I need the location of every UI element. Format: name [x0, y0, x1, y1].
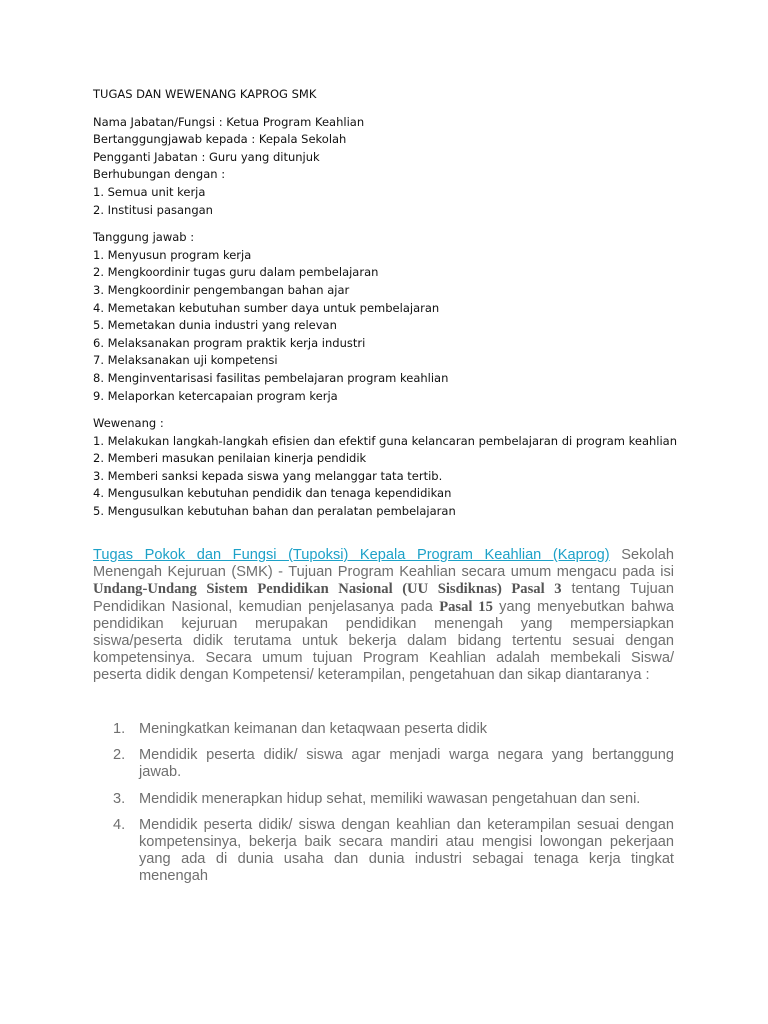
tanggung-jawab-item: 3. Mengkoordinir pengembangan bahan ajar: [93, 282, 350, 297]
tanggung-jawab-item: 7. Melaksanakan uji kompetensi: [93, 353, 278, 368]
wewenang-item: 3. Memberi sanksi kepada siswa yang melanggar tata tertib.: [93, 468, 443, 483]
tupoksi-link[interactable]: Tugas Pokok dan Fungsi (Tupoksi) Kepala Program Keahlian (Kaprog): [93, 547, 610, 563]
info-line: Bertanggungjawab kepada : Kepala Sekolah: [93, 132, 347, 147]
wewenang-block: [93, 415, 693, 521]
wewenang-item: 5. Mengusulkan kebutuhan bahan dan peralatan pembelajaran: [93, 504, 456, 519]
tanggung-jawab-block: [93, 229, 693, 405]
list-item-number: 2.: [113, 747, 126, 764]
list-item-number: 1.: [113, 721, 126, 737]
article-text: Sekolah Menengah Kejuruan (SMK) - Tujuan Program Keahlian secara umum mengacu pada isi: [93, 547, 674, 581]
tanggung-jawab-item: 8. Menginventarisasi fasilitas pembelajaran program keahlian: [93, 370, 449, 385]
tanggung-jawab-item: 4. Memetakan kebutuhan sumber daya untuk pembelajaran: [93, 300, 440, 315]
tanggung-jawab-item: 9. Melaporkan ketercapaian program kerja: [93, 388, 338, 403]
list-item-text: Mendidik menerapkan hidup sehat, memiliki wawasan pengetahuan dan seni.: [139, 790, 641, 807]
list-item: [113, 817, 674, 886]
tanggung-jawab-item: 1. Menyusun program kerja: [93, 247, 252, 262]
document-title: TUGAS DAN WEWENANG KAPROG SMK: [93, 87, 317, 101]
list-item-text: Mendidik peserta didik/ siswa agar menjadi warga negara yang bertanggung jawab.: [139, 747, 674, 781]
list-item: [113, 747, 674, 781]
info-line: 2. Institusi pasangan: [93, 202, 213, 217]
wewenang-item: 1. Melakukan langkah-langkah efisien dan efektif guna kelancaran pembelajaran di program keahlian: [93, 433, 678, 448]
pasal-15-reference: Pasal 15: [439, 598, 493, 615]
list-item-text: Mendidik peserta didik/ siswa dengan keahlian dan keterampilan sesuai dengan kompetensinya, bekerja baik secara mandiri atau mengisi lowongan pekerjaan yang ada di dunia usaha dan dunia industri sebagai tenaga kerja tingkat menengah: [139, 816, 674, 885]
list-item: [113, 721, 674, 738]
job-description-section: [93, 86, 693, 531]
article-text: yang menyebutkan bahwa pendidikan kejuruan merupakan pendidikan menengah yang mempersiapkan siswa/peserta didik terutama untuk bekerja dalam bidang tertentu sesuai dengan kompetensinya. Secara umum tujuan Program Keahlian adalah membekali Siswa/ peserta didik dengan Kompetensi/ keterampilan, pengetahuan dan sikap diantaranya :: [93, 598, 675, 684]
wewenang-heading: Wewenang :: [93, 416, 164, 431]
job-info-block: [93, 114, 693, 220]
list-item-number: 4.: [113, 816, 126, 833]
info-line: Nama Jabatan/Fungsi : Ketua Program Keahlian: [93, 114, 365, 129]
info-line: Pengganti Jabatan : Guru yang ditunjuk: [93, 149, 320, 164]
wewenang-item: 2. Memberi masukan penilaian kinerja pendidik: [93, 451, 367, 466]
tanggung-jawab-item: 2. Mengkoordinir tugas guru dalam pembelajaran: [93, 265, 379, 280]
tanggung-jawab-heading: Tanggung jawab :: [93, 230, 195, 245]
list-item: [113, 791, 674, 808]
tanggung-jawab-item: 5. Memetakan dunia industri yang relevan: [93, 318, 337, 333]
info-line: 1. Semua unit kerja: [93, 184, 206, 199]
wewenang-item: 4. Mengusulkan kebutuhan pendidik dan tenaga kependidikan: [93, 486, 452, 501]
uu-sisdiknas-reference: Undang-Undang Sistem Pendidikan Nasional (UU Sisdiknas) Pasal 3: [93, 581, 562, 598]
article-text: tentang Tujuan Pendidikan Nasional, kemudian penjelasanya pada: [93, 581, 674, 615]
tanggung-jawab-item: 6. Melaksanakan program praktik kerja industri: [93, 335, 366, 350]
info-line: Berhubungan dengan :: [93, 167, 226, 182]
list-item-text: Meningkatkan keimanan dan ketaqwaan peserta didik: [139, 721, 488, 737]
objectives-list: [113, 721, 674, 895]
list-item-number: 3.: [113, 790, 126, 807]
article-paragraph: [93, 547, 674, 685]
